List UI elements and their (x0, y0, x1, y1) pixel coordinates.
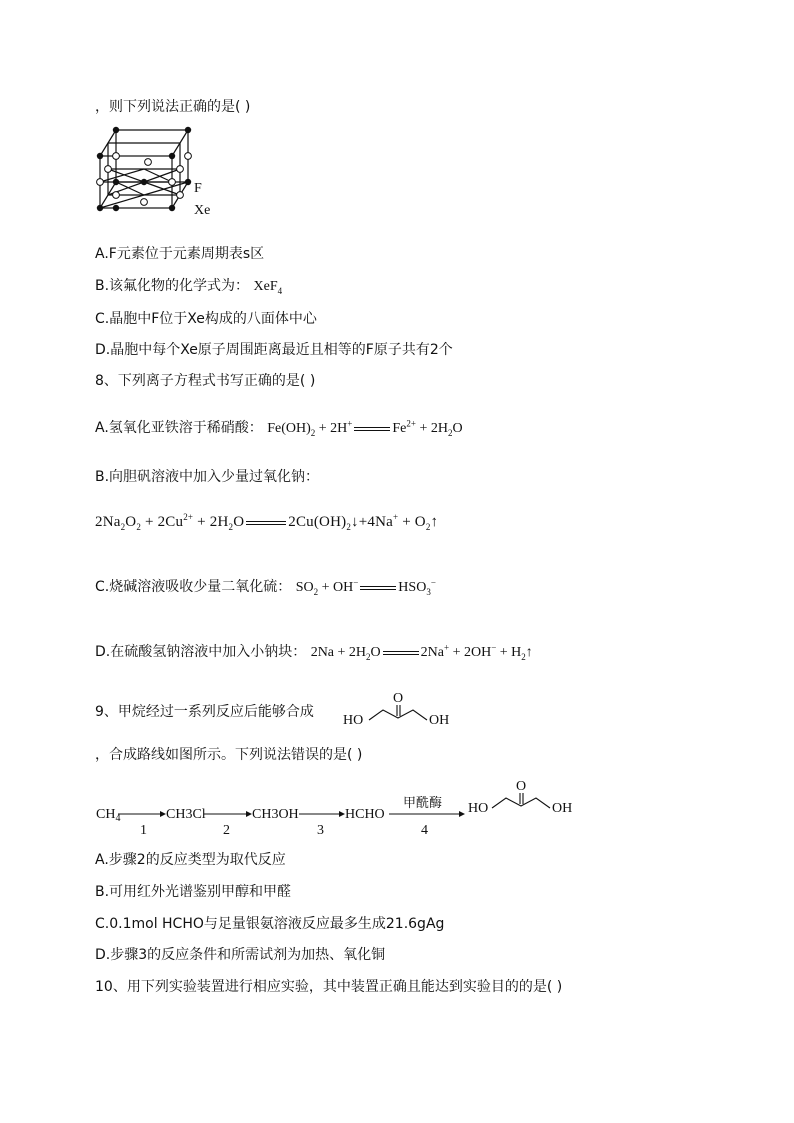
q8-option-b: B.向胆矾溶液中加入少量过氧化钠： (95, 469, 320, 485)
dihydroxyacetone-structure (343, 688, 458, 728)
q8-option-d-equation: $2Na + 2H_2O$ $2Na^+ + 2OH^- + H_2↑$ (310, 642, 533, 662)
q9-option-b: B.可用红外光谱鉴别甲醇和甲醛 (95, 884, 292, 900)
q7-option-a: A.F元素位于元素周期表s区 (95, 246, 265, 262)
q9-option-d: D.步骤3的反应条件和所需试剂为加热、氧化铜 (95, 947, 386, 963)
q8-option-c-text: C.烧碱溶液吸收少量二氧化硫： (95, 579, 292, 595)
q7-option-b-formula: XeF$_4$ (253, 279, 283, 296)
svg-text:HO: HO (343, 713, 364, 728)
q8-option-d-text: D.在硫酸氢钠溶液中加入小钠块： (95, 644, 307, 660)
q10-stem: 10、用下列实验装置进行相应实验，其中装置正确且能达到实验目的的是( ) (95, 979, 563, 995)
crystal-label-xe: Xe (194, 203, 211, 218)
svg-text:HCHO: HCHO (345, 807, 385, 822)
svg-text:HO: HO (468, 801, 489, 816)
q9-stem: 9、甲烷经过一系列反应后能够合成 (95, 704, 314, 720)
svg-text:O: O (393, 691, 404, 706)
svg-text:OH: OH (429, 713, 450, 728)
svg-text:4: 4 (421, 823, 428, 838)
q8-stem: 8、下列离子方程式书写正确的是( ) (95, 373, 316, 389)
svg-text:OH: OH (552, 801, 573, 816)
svg-text:甲酰酶: 甲酰酶 (403, 796, 443, 811)
q8-option-a (95, 418, 463, 439)
svg-text:CH3Cl: CH3Cl (166, 807, 206, 822)
svg-text:O: O (516, 779, 527, 794)
svg-text:CH4: $CH_4$ (96, 807, 121, 824)
q9-option-a: A.步骤2的反应类型为取代反应 (95, 852, 286, 868)
q7-option-c: C.晶胞中F位于Xe构成的八面体中心 (95, 311, 317, 327)
q7-stem: ，则下列说法正确的是( ) (95, 99, 251, 115)
q8-option-c-equation: $SO_2 + OH^-$ $HSO_3^-$ (295, 577, 436, 597)
svg-text:3: 3 (317, 823, 324, 838)
q7-option-b (95, 276, 282, 297)
crystal-label-f: F (194, 181, 202, 196)
q7-option-d: D.晶胞中每个Xe原子周围距离最近且相等的F原子共有2个 (95, 342, 453, 358)
svg-text:1: 1 (140, 823, 147, 838)
q7-option-b-text: B.该氟化物的化学式为： (95, 278, 250, 294)
svg-text:2: 2 (223, 823, 230, 838)
q8-option-b-equation: $2Na_2O_2 + 2Cu^{2+} + 2H_2O$ $2Cu(OH)_2↓+4Na^+$ + $O_2↑$ (95, 512, 439, 532)
q8-option-a-equation: $Fe(OH)_2 + 2H^+$ $Fe^{2+} + 2H_2O$ (267, 418, 463, 438)
q8-option-a-text: A.氢氧化亚铁溶于稀硝酸： (95, 420, 263, 436)
q9-option-c: C.0.1mol HCHO与足量银氨溶液反应最多生成21.6gAg (95, 916, 445, 932)
svg-text:CH3OH: CH3OH (252, 807, 299, 822)
crystal-cell-figure (96, 126, 226, 236)
q8-option-d (95, 642, 533, 663)
q8-option-c (95, 577, 436, 598)
q9-stem-continued: ，合成路线如图所示。下列说法错误的是( ) (95, 747, 363, 763)
synthesis-route (96, 778, 596, 838)
